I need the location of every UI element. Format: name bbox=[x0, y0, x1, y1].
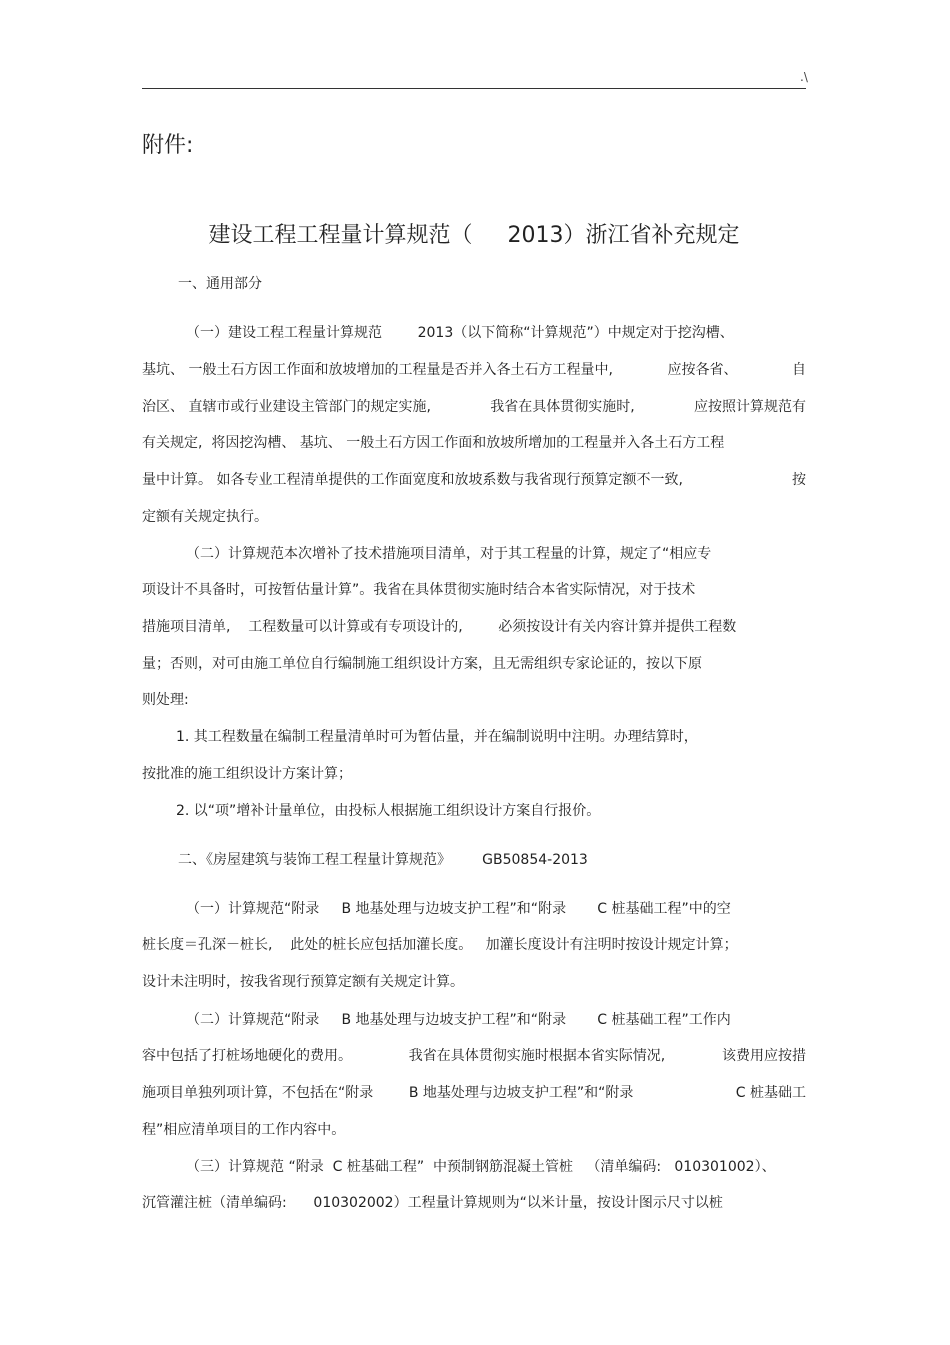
text-segment: 设计未注明时，按我省现行预算定额有关规定计算。 bbox=[142, 974, 464, 990]
header-rule bbox=[142, 88, 806, 89]
text-segment: 量；否则，对可由施工单位自行编制施工组织设计方案，且无需组织专家论证的，按以下原 bbox=[142, 656, 702, 672]
text-segment: 容中包括了打桩场地硬化的费用。 bbox=[142, 1048, 352, 1064]
text-line bbox=[176, 801, 806, 821]
text-segment: 量中计算。 如各专业工程清单提供的工作面宽度和放坡系数与我省现行预算定额不一致, bbox=[142, 472, 683, 488]
text-line bbox=[142, 470, 806, 490]
text-segment: 1. 其工程数量在编制工程量清单时可为暂估量，并在编制说明中注明。办理结算时， bbox=[176, 729, 698, 745]
text-line bbox=[186, 1010, 806, 1030]
text-line bbox=[178, 274, 806, 294]
text-line bbox=[186, 323, 806, 343]
text-line bbox=[142, 935, 806, 955]
text-line bbox=[142, 617, 806, 637]
document-title: 建设工程工程量计算规范（ 2013）浙江省补充规定 bbox=[208, 223, 740, 248]
text-segment: 施项目单独列项计算，不包括在“附录 B 地基处理与边坡支护工程”和“附录 bbox=[142, 1085, 634, 1101]
text-segment: 2. 以“项”增补计量单位，由投标人根据施工组织设计方案自行报价。 bbox=[176, 803, 601, 819]
text-line bbox=[142, 1083, 806, 1103]
text-segment: 应按各省、 bbox=[667, 362, 738, 378]
text-line bbox=[142, 690, 806, 710]
text-segment: 沉管灌注桩（清单编码: 010302002）工程量计算规则为“以米计量，按设计图示尺寸以桩 bbox=[142, 1195, 723, 1211]
text-line bbox=[142, 1120, 806, 1140]
text-segment: 桩长度＝孔深－桩长, 此处的桩长应包括加灌长度。 加灌长度设计有注明时按设计规定计算； bbox=[142, 937, 738, 953]
text-line bbox=[142, 1046, 806, 1066]
text-segment: 一、通用部分 bbox=[178, 276, 262, 292]
text-segment: （一）建设工程工程量计算规范 2013（以下简称“计算规范”）中规定对于挖沟槽、 bbox=[186, 325, 734, 341]
text-segment: 治区、 直辖市或行业建设主管部门的规定实施, bbox=[142, 399, 431, 415]
text-segment: 有关规定, 将因挖沟槽、 基坑、 一般土石方因工作面和放坡所增加的工程量并入各土石方工程 bbox=[142, 435, 725, 451]
text-segment: （二）计算规范本次增补了技术措施项目清单，对于其工程量的计算，规定了“相应专 bbox=[186, 546, 712, 562]
text-segment: 按 bbox=[792, 472, 806, 488]
text-line bbox=[178, 850, 806, 870]
text-segment: 应按照计算规范有 bbox=[693, 399, 806, 415]
text-segment: 措施项目清单, 工程数量可以计算或有专项设计的, 必须按设计有关内容计算并提供工程数 bbox=[142, 619, 737, 635]
text-segment: 项设计不具备时，可按暂估量计算”。我省在具体贯彻实施时结合本省实际情况，对于技术 bbox=[142, 582, 696, 598]
text-segment: 则处理: bbox=[142, 692, 189, 708]
text-segment: 我省在具体贯彻实施时, bbox=[490, 399, 635, 415]
text-line bbox=[176, 727, 806, 747]
text-segment: 程”相应清单项目的工作内容中。 bbox=[142, 1122, 346, 1138]
text-segment: （一）计算规范“附录 B 地基处理与边坡支护工程”和“附录 C 桩基础工程”中的空 bbox=[186, 901, 731, 917]
text-segment: 按批准的施工组织设计方案计算； bbox=[142, 766, 352, 782]
text-line bbox=[142, 1193, 806, 1213]
text-line bbox=[142, 507, 806, 527]
text-segment: 该费用应按措 bbox=[721, 1048, 806, 1064]
text-segment: C 桩基础工 bbox=[735, 1085, 806, 1101]
text-line bbox=[142, 972, 806, 992]
page-header-mark: .\ bbox=[800, 70, 808, 84]
text-segment: 定额有关规定执行。 bbox=[142, 509, 268, 525]
text-line bbox=[142, 397, 806, 417]
text-segment: 二、《房屋建筑与装饰工程工程量计算规范》 GB50854-2013 bbox=[178, 852, 588, 868]
text-line bbox=[186, 544, 806, 564]
text-line bbox=[186, 1157, 806, 1177]
text-line bbox=[142, 654, 806, 674]
attachment-label: 附件: bbox=[142, 133, 194, 158]
text-segment: 基坑、 一般土石方因工作面和放坡增加的工程量是否并入各土石方工程量中, bbox=[142, 362, 613, 378]
text-line bbox=[142, 764, 806, 784]
text-line bbox=[142, 580, 806, 600]
text-line bbox=[142, 433, 806, 453]
text-segment: 自 bbox=[792, 362, 806, 378]
text-segment: 我省在具体贯彻实施时根据本省实际情况, bbox=[408, 1048, 666, 1064]
text-line bbox=[142, 360, 806, 380]
text-segment: （二）计算规范“附录 B 地基处理与边坡支护工程”和“附录 C 桩基础工程”工作内 bbox=[186, 1012, 731, 1028]
text-line bbox=[186, 899, 806, 919]
text-segment: （三）计算规范 “附录 C 桩基础工程” 中预制钢筋混凝土管桩 （清单编码: 010301002）、 bbox=[186, 1159, 776, 1175]
